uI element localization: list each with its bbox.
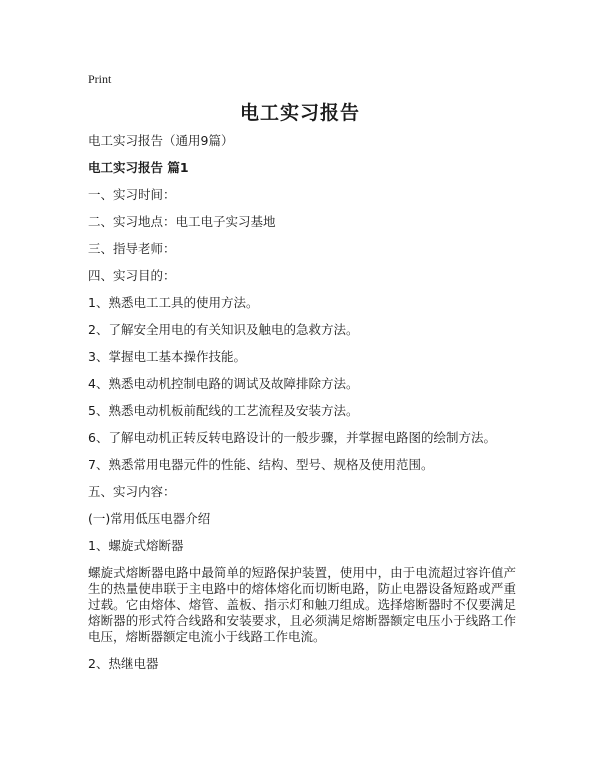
- body-line: 一、实习时间：: [88, 187, 176, 202]
- body-line: 7、熟悉常用电器元件的性能、结构、型号、规格及使用范围。: [88, 457, 434, 472]
- body-line: 1、熟悉电工工具的使用方法。: [88, 295, 259, 310]
- body-line: 6、了解电动机正转反转电路设计的一般步骤，并掌握电路图的绘制方法。: [88, 430, 496, 445]
- body-paragraph: 螺旋式熔断器电路中最简单的短路保护装置，使用中，由于电流超过容许值产生的热量使串联于主电路中的熔体熔化而切断电路，防止电器设备短路或严重过载。它由熔体、熔管、盖板、指示灯和触刀组成。选择熔断器时不仅要满足熔断器的形式符合线路和安装要求，且必须满足熔断器额定电压小于线路工作电压，熔断器额定电流小于线路工作电流。: [88, 565, 516, 644]
- print-link[interactable]: Print: [88, 72, 112, 86]
- body-line: 四、实习目的：: [88, 268, 176, 283]
- body-line: 3、掌握电工基本操作技能。: [88, 349, 246, 364]
- body-line: 4、熟悉电动机控制电路的调试及故障排除方法。: [88, 376, 359, 391]
- section-heading: 电工实习报告 篇1: [88, 160, 189, 175]
- document-body: [88, 133, 516, 683]
- document-title: 电工实习报告: [239, 102, 360, 124]
- body-line: 5、熟悉电动机板前配线的工艺流程及安装方法。: [88, 403, 359, 418]
- body-line: 2、了解安全用电的有关知识及触电的急救方法。: [88, 322, 359, 337]
- body-line: (一)常用低压电器介绍: [88, 511, 211, 526]
- body-line: 2、热继电器: [88, 656, 159, 671]
- body-line: 五、实习内容：: [88, 484, 176, 499]
- body-line: 三、指导老师：: [88, 241, 176, 256]
- body-line: 1、螺旋式熔断器: [88, 538, 184, 553]
- body-line: 二、实习地点：电工电子实习基地: [88, 214, 276, 229]
- document-subtitle: 电工实习报告（通用9篇）: [88, 133, 234, 148]
